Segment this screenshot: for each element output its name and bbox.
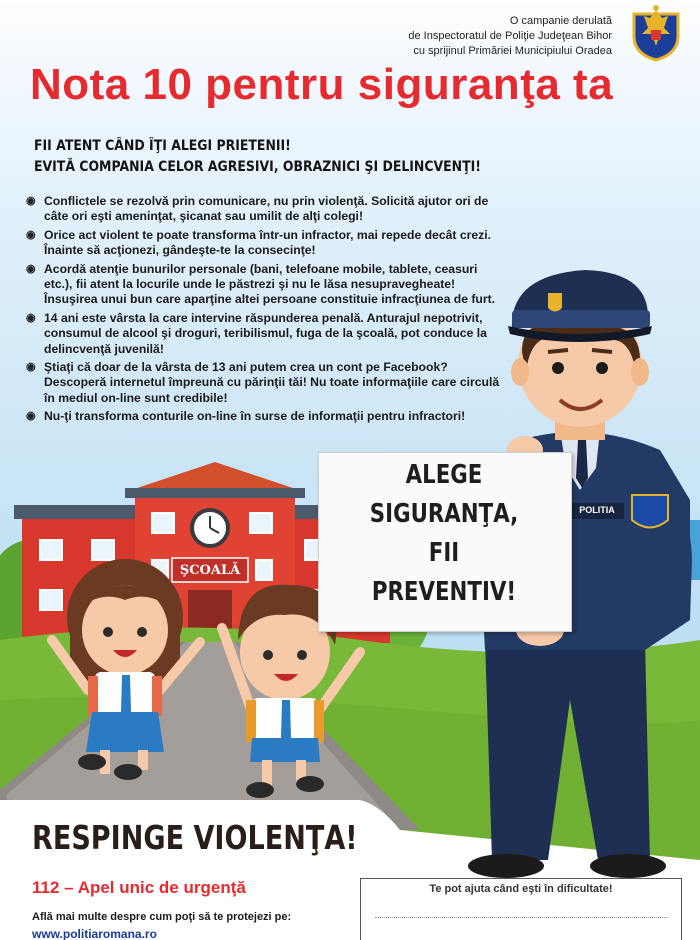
sign-line: SIGURANŢA, [369, 499, 519, 529]
advice-item: ◉ Acordă atenţie bunurilor personale (bani, telefoane mobile, tablete, ceasuri etc.), fii atent la locurile unde le păstrezi şi nu le lăsa nesupravegheate! Însuşirea unui bun care aparţine altei persoane constituie infracţiunea de furt. [26, 262, 504, 308]
advice-item: ◉ Conflictele se rezolvă prin comunicare, nu prin violenţă. Solicită ajutor ori de câte ori eşti ameninţat, şicanat sau umilit de alţi colegi! [26, 194, 504, 225]
help-box-title: Te pot ajuta când eşti în dificultate! [429, 883, 613, 895]
school-label: ŞCOALĂ [179, 563, 241, 578]
slogan: RESPINGE VIOLENŢA! [32, 818, 358, 857]
police-crest-icon [630, 4, 682, 62]
sign-line: ALEGE [405, 460, 483, 490]
warnings-block [34, 136, 481, 178]
help-box-line [375, 917, 667, 918]
advice-list [26, 194, 504, 428]
sign-line: FII [428, 538, 460, 568]
police-patch-icon [632, 495, 668, 528]
advice-item: ◉ 14 ani este vârsta la care intervine răspunderea penală. Anturajul nepotrivit, consumul de alcool şi droguri, teribilismul, fuga de la şcoală, pot conduce la delincvenţă juvenilă! [26, 311, 504, 357]
sign-line: PREVENTIV! [371, 577, 517, 607]
advice-item: ◉ Orice act violent te poate transforma într-un infractor, mai repede decât crezi. Înainte să acţionezi, gândeşte-te la consecinţe! [26, 228, 504, 259]
more-info-text: Află mai multe despre cum poţi să te protejezi pe: [32, 911, 292, 923]
cap-badge-icon [548, 293, 562, 312]
advice-item: ◉ Ştiaţi că doar de la vârsta de 13 ani putem crea un cont pe Facebook? Descoperă internetul împreună cu părinţii tăi! Nu toate informaţiile care circulă în mediul on-line sunt credibile! [26, 360, 504, 406]
poster-title: Nota 10 pentru siguranţa ta [30, 60, 614, 109]
sign-text [341, 456, 548, 612]
warning-line: FII ATENT CÂND ÎŢI ALEGI PRIETENII! [34, 138, 291, 154]
website-link[interactable]: www.politiaromana.ro [32, 927, 157, 940]
police-chest-badge: POLITIA [579, 505, 615, 515]
warning-line: EVITĂ COMPANIA CELOR AGRESIVI, OBRAZNICI ŞI DELINCVENŢI! [34, 159, 481, 175]
campaign-credit [282, 14, 612, 59]
advice-item: ◉ Nu-ţi transforma conturile on-line în surse de informaţii pentru infractori! [26, 409, 504, 424]
credit-line: cu sprijinul Primăriei Municipiului Oradea [413, 45, 612, 57]
emergency-number: 112 – Apel unic de urgenţă [32, 878, 246, 897]
credit-line: O campanie derulată [509, 15, 612, 27]
credit-line: de Inspectoratul de Poliţie Judeţean Bihor [408, 30, 612, 42]
help-box [360, 878, 682, 940]
